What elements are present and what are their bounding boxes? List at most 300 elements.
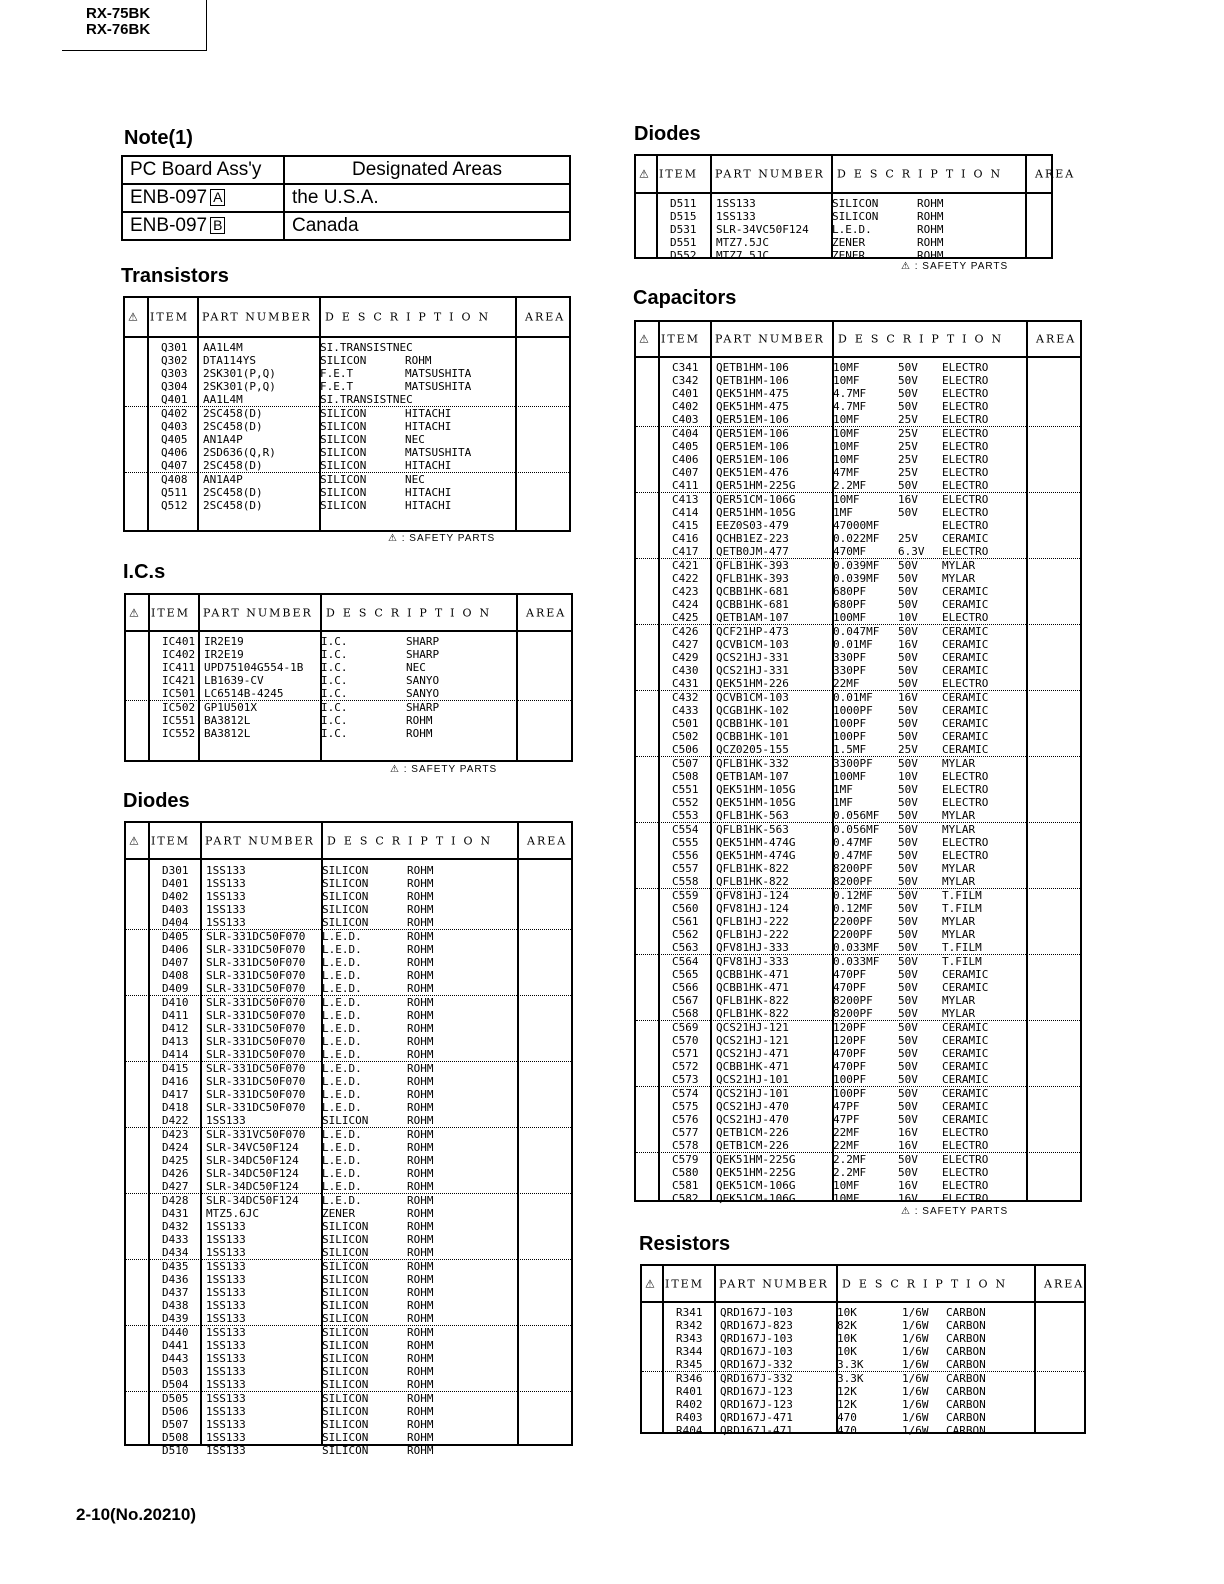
cell-d2: HITACHI [405, 420, 452, 433]
cell-part: SLR-331DC50F070 [206, 996, 306, 1009]
cell-d3: T.FILM [942, 889, 982, 902]
cell-d1: I.C. [321, 635, 348, 648]
cell-item: D438 [162, 1299, 189, 1312]
cell-d1: 470 [837, 1424, 857, 1437]
cell-d1: 10K [837, 1345, 857, 1358]
cell-part: QCF21HP-473 [716, 625, 789, 638]
column-header-part-number: PART NUMBER [205, 834, 315, 847]
cell-d1: I.C. [321, 674, 348, 687]
cell-d1: 4.7MF [833, 387, 867, 400]
cell-d2: 50V [898, 889, 918, 902]
cell-d1: 1MF [833, 796, 853, 809]
table-row [636, 400, 1080, 413]
cell-d1: SILICON [322, 1299, 369, 1312]
cell-part: 2SC458(D) [203, 407, 263, 420]
cell-d3: MYLAR [942, 757, 976, 770]
cell-d2: 50V [898, 585, 918, 598]
cell-d1: L.E.D. [322, 1075, 362, 1088]
cell-d1: SILICON [832, 210, 879, 223]
table-row [126, 1418, 571, 1431]
cell-part: QRD167J-471 [720, 1411, 793, 1424]
diodes-title: Diodes [123, 790, 190, 812]
table-row [636, 981, 1080, 994]
table-row [636, 664, 1080, 677]
table-row [636, 427, 1080, 440]
cell-part: 1SS133 [206, 1246, 246, 1259]
designated-areas-table [121, 155, 571, 241]
table-row [126, 1444, 571, 1457]
cell-d1: L.E.D. [322, 1167, 362, 1180]
cell-d1: 470PF [833, 968, 867, 981]
cell-d2: SHARP [406, 648, 440, 661]
cell-d1: 1MF [833, 783, 853, 796]
cell-part: SLR-331DC50F070 [206, 943, 306, 956]
cell-d1: 0.47MF [833, 836, 873, 849]
cell-item: C426 [672, 625, 699, 638]
cell-part: EEZ0S03-479 [716, 519, 789, 532]
cell-d1: ZENER [322, 1207, 356, 1220]
cell-part: 2SK301(P,Q) [203, 380, 276, 393]
cell-d2: 50V [898, 968, 918, 981]
table-row [126, 1299, 571, 1312]
table-row [636, 1087, 1080, 1100]
cell-d2: 50V [898, 1166, 918, 1179]
cell-part: QCGB1HK-102 [716, 704, 789, 717]
cell-d2: 50V [898, 757, 918, 770]
cell-d3: ELECTRO [942, 836, 989, 849]
cell-d3: ELECTRO [942, 453, 989, 466]
cell-d1: 0.056MF [833, 809, 880, 822]
cell-part: QEK51HM-225G [716, 1166, 796, 1179]
cell-item: C558 [672, 875, 699, 888]
cell-item: D412 [162, 1022, 189, 1035]
cell-d1: 1.5MF [833, 743, 867, 756]
cell-part: MTZ7.5JC [716, 236, 769, 249]
cell-d3: CARBON [946, 1385, 986, 1398]
cell-d3: CERAMIC [942, 968, 989, 981]
table-row [636, 1153, 1080, 1166]
cell-part: SLR-331DC50F070 [206, 1035, 306, 1048]
cell-part: QER51EM-106 [716, 440, 789, 453]
cell-d2: 6.3V [898, 545, 925, 558]
cell-d2: 50V [898, 1113, 918, 1126]
cell-d3: CERAMIC [942, 704, 989, 717]
cell-part: QCVB1CM-103 [716, 691, 789, 704]
cell-part: 1SS133 [206, 1444, 246, 1457]
cell-d1: 330PF [833, 651, 867, 664]
cell-item: C423 [672, 585, 699, 598]
cell-item: D507 [162, 1418, 189, 1431]
table-row [636, 796, 1080, 809]
cell-item: D439 [162, 1312, 189, 1325]
cell-d2: ROHM [407, 1431, 434, 1444]
cell-d2: ROHM [407, 1286, 434, 1299]
cell-d2: ROHM [407, 1167, 434, 1180]
table-header [642, 1266, 1084, 1303]
cell-d1: L.E.D. [322, 969, 362, 982]
cell-part: SLR-331DC50F070 [206, 1009, 306, 1022]
cell-part: QER51HM-105G [716, 506, 796, 519]
table-row [126, 1339, 571, 1352]
col-board-header: PC Board Ass'y [122, 156, 284, 184]
header-underline [62, 50, 207, 51]
cell-d1: I.C. [321, 648, 348, 661]
table-row [126, 1326, 571, 1339]
cell-d1: 0.01MF [833, 691, 873, 704]
cell-item: Q511 [161, 486, 188, 499]
cell-d3: ELECTRO [942, 400, 989, 413]
cell-item: IC552 [162, 727, 196, 740]
cell-d1: 12K [837, 1398, 857, 1411]
cell-d2: 50V [898, 1153, 918, 1166]
cell-d2: ROHM [407, 890, 434, 903]
cell-d1: L.E.D. [322, 1128, 362, 1141]
table-row [642, 1424, 1084, 1437]
cell-part: QCBB1HK-681 [716, 585, 789, 598]
cell-d3: ELECTRO [942, 361, 989, 374]
cell-item: D505 [162, 1392, 189, 1405]
cell-item: C576 [672, 1113, 699, 1126]
cell-part: QCZ0205-155 [716, 743, 789, 756]
cell-d1: SILICON [322, 1260, 369, 1273]
cell-part: LB1639-CV [204, 674, 264, 687]
table-row [126, 1286, 571, 1299]
cell-d2: 50V [898, 902, 918, 915]
cell-part: 1SS133 [206, 1365, 246, 1378]
cell-d2: 25V [898, 532, 918, 545]
diodes-table [124, 821, 573, 1457]
cell-part: SLR-34VC50F124 [716, 223, 809, 236]
cell-d2: ROHM [407, 1022, 434, 1035]
cell-item: IC411 [162, 661, 196, 674]
cell-d3: ELECTRO [942, 413, 989, 426]
warning-icon: ⚠ [129, 606, 139, 619]
table-row [126, 701, 571, 714]
cell-part: IR2E19 [204, 635, 244, 648]
model-number-2: RX-76BK [86, 21, 151, 38]
cell-d1: L.E.D. [322, 982, 362, 995]
cell-part: 1SS133 [206, 1352, 246, 1365]
cell-d2: 1/6W [902, 1358, 929, 1371]
cell-item: D531 [670, 223, 697, 236]
table-row [636, 1100, 1080, 1113]
table-row [636, 691, 1080, 704]
cell-d2: 50V [898, 387, 918, 400]
cell-item: Q406 [161, 446, 188, 459]
cell-d2: 50V [898, 625, 918, 638]
cell-item: C405 [672, 440, 699, 453]
cell-part: QFLB1HK-822 [716, 994, 789, 1007]
table-row [126, 1035, 571, 1048]
table-row [636, 210, 1051, 223]
cell-d2: 50V [898, 651, 918, 664]
cell-d3: CARBON [946, 1332, 986, 1345]
cell-item: D443 [162, 1352, 189, 1365]
cell-d1: SILICON [320, 486, 367, 499]
table-row [636, 928, 1080, 941]
column-header-area: AREA [525, 310, 566, 324]
cell-d2: ROHM [407, 1233, 434, 1246]
table-row [636, 493, 1080, 506]
table-row [126, 714, 571, 727]
cell-item: C564 [672, 955, 699, 968]
cell-d2: 10V [898, 770, 918, 783]
cell-part: SLR-331DC50F070 [206, 969, 306, 982]
cell-d2: ROHM [917, 236, 944, 249]
cell-part: LC6514B-4245 [204, 687, 284, 700]
cell-d2: 50V [898, 1034, 918, 1047]
resistors-title: Resistors [639, 1233, 731, 1255]
cell-d1: 10MF [833, 453, 860, 466]
area-code-badge: A [210, 189, 225, 206]
cell-d1: 0.039MF [833, 572, 880, 585]
cell-d1: SILICON [322, 1418, 369, 1431]
cell-d3: CARBON [946, 1345, 986, 1358]
cell-item: C555 [672, 836, 699, 849]
table-row [126, 1128, 571, 1141]
cell-item: D402 [162, 890, 189, 903]
cell-part: 1SS133 [206, 1299, 246, 1312]
table-row [636, 757, 1080, 770]
cell-part: QFLB1HK-332 [716, 757, 789, 770]
cell-item: D552 [670, 249, 697, 262]
cell-part: SLR-331DC50F070 [206, 1062, 306, 1075]
cell-d2: 25V [898, 466, 918, 479]
cell-d2: 16V [898, 691, 918, 704]
table-row [636, 519, 1080, 532]
cell-d2: 50V [898, 796, 918, 809]
cell-d3: ELECTRO [942, 427, 989, 440]
cell-d3: CERAMIC [942, 532, 989, 545]
table-row [126, 1246, 571, 1260]
cell-d1: 10MF [833, 1179, 860, 1192]
cell-d3: CERAMIC [942, 981, 989, 994]
table-row [126, 1088, 571, 1101]
cell-part: QFLB1HJ-222 [716, 915, 789, 928]
cell-item: C580 [672, 1166, 699, 1179]
table-row [126, 1207, 571, 1220]
cell-part: QCHB1EZ-223 [716, 532, 789, 545]
cell-d1: 680PF [833, 598, 867, 611]
cell-item: C431 [672, 677, 699, 690]
cell-d3: CARBON [946, 1372, 986, 1385]
cell-d1: 0.033MF [833, 941, 880, 954]
cell-d2: ROHM [407, 1180, 434, 1193]
cell-d2: 25V [898, 453, 918, 466]
cell-part: QER51EM-106 [716, 427, 789, 440]
table-row [642, 1358, 1084, 1372]
cell-item: R403 [676, 1411, 703, 1424]
cell-d3: CERAMIC [942, 664, 989, 677]
cell-part: 2SC458(D) [203, 420, 263, 433]
table-row [636, 625, 1080, 638]
cell-d3: ELECTRO [942, 796, 989, 809]
board-name: ENB-097 [130, 187, 208, 208]
table-row [636, 236, 1051, 249]
cell-d2: 50V [898, 994, 918, 1007]
column-header-description: DESCRIPTION [326, 606, 498, 619]
cell-item: C573 [672, 1073, 699, 1086]
cell-d1: F.E.T [320, 380, 354, 393]
cell-d3: CERAMIC [942, 1034, 989, 1047]
cell-item: D433 [162, 1233, 189, 1246]
cell-item: C563 [672, 941, 699, 954]
table-row [126, 1180, 571, 1194]
cell-item: D416 [162, 1075, 189, 1088]
cell-item: C559 [672, 889, 699, 902]
cell-item: D411 [162, 1009, 189, 1022]
cell-part: QEK51CM-106G [716, 1192, 796, 1205]
cell-item: R341 [676, 1306, 703, 1319]
cell-d1: 0.01MF [833, 638, 873, 651]
cell-d1: SILICON [322, 1365, 369, 1378]
cell-d1: SILICON [322, 1352, 369, 1365]
table-row [126, 1141, 571, 1154]
cell-d2: 50V [898, 506, 918, 519]
cell-item: D506 [162, 1405, 189, 1418]
cell-part: AN1A4P [203, 433, 243, 446]
cell-d3: MYLAR [942, 1007, 976, 1020]
cell-part: AA1L4M [203, 341, 243, 354]
cell-d1: 10MF [833, 1192, 860, 1205]
cell-part: 1SS133 [206, 1114, 246, 1127]
table-row [126, 635, 571, 648]
cell-d2: 50V [898, 1073, 918, 1086]
cell-part: QEK51HM-474G [716, 836, 796, 849]
table-row [642, 1372, 1084, 1385]
cell-d2: NEC [405, 473, 425, 486]
cell-item: D440 [162, 1326, 189, 1339]
cell-d2: ROHM [406, 714, 433, 727]
cell-item: Q401 [161, 393, 188, 406]
cell-d3: ELECTRO [942, 506, 989, 519]
cell-d1: SILICON [322, 1312, 369, 1325]
cell-part: 1SS133 [206, 864, 246, 877]
cell-d1: 100PF [833, 730, 867, 743]
cell-item: D415 [162, 1062, 189, 1075]
cell-d2: 50V [898, 915, 918, 928]
table-row [126, 969, 571, 982]
table-row [126, 1365, 571, 1378]
cell-d1: SILICON [320, 499, 367, 512]
cell-d2: ROHM [407, 969, 434, 982]
cell-d2: 50V [898, 862, 918, 875]
cell-item: D410 [162, 996, 189, 1009]
cell-item: C565 [672, 968, 699, 981]
cell-item: C575 [672, 1100, 699, 1113]
cell-d1: L.E.D. [322, 1062, 362, 1075]
cell-d2: ROHM [407, 877, 434, 890]
cell-part: QCBB1HK-101 [716, 730, 789, 743]
cell-item: Q303 [161, 367, 188, 380]
cell-d3: ELECTRO [942, 1126, 989, 1139]
cell-part: QER51EM-106 [716, 453, 789, 466]
table-row [636, 902, 1080, 915]
table-row [126, 661, 571, 674]
cell-d2: 50V [898, 479, 918, 492]
cell-d1: SILICON [320, 420, 367, 433]
cell-item: D427 [162, 1180, 189, 1193]
table-row [636, 374, 1080, 387]
safety-parts-note: ⚠ : SAFETY PARTS [390, 764, 498, 775]
cell-part: QCS21HJ-471 [716, 1047, 789, 1060]
cell-item: C502 [672, 730, 699, 743]
table-row [636, 506, 1080, 519]
cell-d1: I.C. [321, 661, 348, 674]
cell-part: QETB1CM-226 [716, 1139, 789, 1152]
cell-part: QCS21HJ-121 [716, 1034, 789, 1047]
cell-item: D401 [162, 877, 189, 890]
cell-d2: SANYO [406, 674, 440, 687]
cell-d2: ROHM [407, 930, 434, 943]
cell-d2: 50V [898, 1021, 918, 1034]
table-row [126, 674, 571, 687]
cell-item: IC402 [162, 648, 196, 661]
cell-item: C568 [672, 1007, 699, 1020]
table-row [642, 1319, 1084, 1332]
table-row [636, 1139, 1080, 1153]
ics-table [124, 593, 573, 762]
cell-d1: 1MF [833, 506, 853, 519]
table-row [636, 440, 1080, 453]
table-row [636, 1126, 1080, 1139]
cell-item: C415 [672, 519, 699, 532]
cell-part: QETB0JM-477 [716, 545, 789, 558]
cell-d1: 3.3K [837, 1358, 864, 1371]
cell-item: C581 [672, 1179, 699, 1192]
cell-d1: SILICON [322, 864, 369, 877]
table-row [126, 648, 571, 661]
cell-d2: ROHM [407, 1048, 434, 1061]
cell-d2: ROHM [407, 1141, 434, 1154]
table-row [126, 877, 571, 890]
cell-d1: L.E.D. [322, 1154, 362, 1167]
cell-d3: CERAMIC [942, 1100, 989, 1113]
cell-part: QCS21HJ-331 [716, 651, 789, 664]
cell-d2: 50V [898, 1007, 918, 1020]
cell-item: D504 [162, 1378, 189, 1391]
cell-d2: ROHM [407, 1194, 434, 1207]
cell-part: SLR-331DC50F070 [206, 1022, 306, 1035]
table-row [636, 223, 1051, 236]
cell-item: D413 [162, 1035, 189, 1048]
ics-title: I.C.s [123, 561, 166, 583]
cell-d2: ROHM [407, 1299, 434, 1312]
column-header-part-number: PART NUMBER [715, 167, 825, 181]
cell-d1: SILICON [322, 1326, 369, 1339]
cell-item: R343 [676, 1332, 703, 1345]
cell-item: C554 [672, 823, 699, 836]
cell-d2: ROHM [407, 1128, 434, 1141]
cell-part: 1SS133 [206, 1405, 246, 1418]
cell-part: QER51HM-225G [716, 479, 796, 492]
table-row [126, 1352, 571, 1365]
cell-d1: SI.TRANSISTNEC [320, 341, 413, 354]
cell-d1: L.E.D. [322, 956, 362, 969]
cell-d3: ELECTRO [942, 770, 989, 783]
column-header-description: DESCRIPTION [327, 834, 499, 847]
table-row [636, 849, 1080, 862]
cell-part: MTZ5.6JC [206, 1207, 259, 1220]
column-header-area: AREA [527, 834, 568, 847]
cell-d3: ELECTRO [942, 387, 989, 400]
column-header-item: ITEM [151, 834, 190, 847]
cell-d1: I.C. [321, 714, 348, 727]
cell-d2: ROHM [407, 1260, 434, 1273]
cell-d2: 50V [898, 823, 918, 836]
cell-item: C574 [672, 1087, 699, 1100]
cell-d1: L.E.D. [322, 1101, 362, 1114]
